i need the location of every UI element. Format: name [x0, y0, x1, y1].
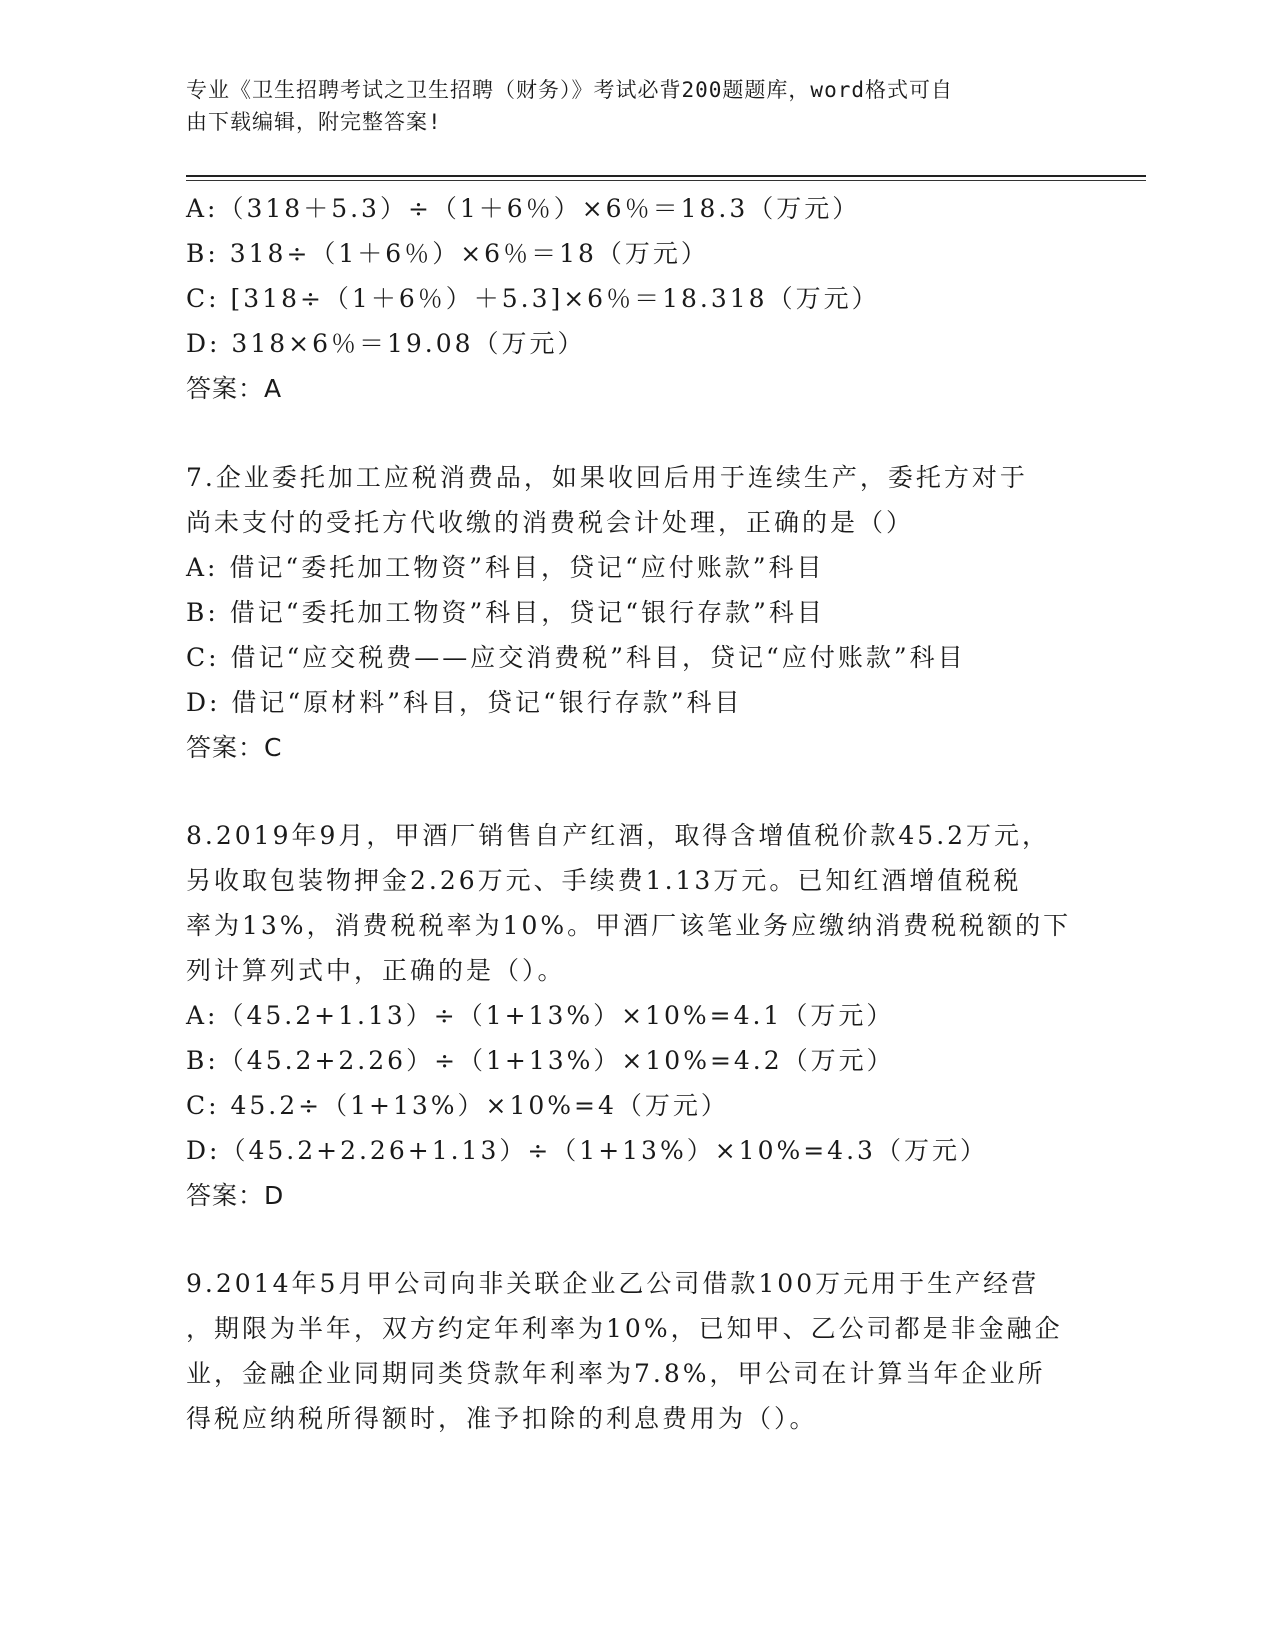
q7-option-c: C: 借记“应交税费——应交消费税”科目，贷记“应付账款”科目 — [186, 643, 966, 672]
document-header — [186, 74, 1086, 138]
q7-answer: 答案：C — [186, 733, 283, 762]
q6-option-a: A:（318＋5.3）÷（1＋6％）×6％＝18.3（万元） — [186, 194, 861, 223]
q7-option-b: B: 借记“委托加工物资”科目，贷记“银行存款”科目 — [186, 598, 825, 627]
q8-answer: 答案：D — [186, 1181, 285, 1210]
header-line-2: 由下载编辑，附完整答案! — [186, 110, 442, 134]
q7-stem-line-1: 7.企业委托加工应税消费品，如果收回后用于连续生产，委托方对于 — [186, 463, 1028, 492]
q8-option-b: B:（45.2+2.26）÷（1+13%）×10%=4.2（万元） — [186, 1046, 895, 1075]
q8-stem-line-4: 列计算列式中，正确的是（）。 — [186, 956, 566, 985]
header-line-1: 专业《卫生招聘考试之卫生招聘（财务）》考试必背200题题库，word格式可自 — [186, 78, 953, 102]
q8-option-c: C: 45.2÷（1+13%）×10%=4（万元） — [186, 1091, 729, 1120]
header-divider-thin — [186, 180, 1146, 181]
q9-stem-line-3: 业，金融企业同期同类贷款年利率为7.8%，甲公司在计算当年企业所 — [186, 1359, 1046, 1388]
q9-stem-line-1: 9.2014年5月甲公司向非关联企业乙公司借款100万元用于生产经营 — [186, 1269, 1040, 1298]
q7-stem-line-2: 尚未支付的受托方代收缴的消费税会计处理，正确的是（） — [186, 508, 915, 537]
q8-option-a: A:（45.2+1.13）÷（1+13%）×10%=4.1（万元） — [186, 1001, 895, 1030]
q6-option-b: B: 318÷（1＋6％）×6％＝18（万元） — [186, 239, 709, 268]
q8-stem-line-1: 8.2019年9月，甲酒厂销售自产红酒，取得含增值税价款45.2万元， — [186, 821, 1051, 850]
q6-option-d: D: 318×6％＝19.08（万元） — [186, 329, 586, 358]
q6-option-c: C: [318÷（1＋6％）＋5.3]×6％＝18.318（万元） — [186, 284, 880, 313]
header-divider-thick — [186, 175, 1146, 177]
q8-option-d: D:（45.2+2.26+1.13）÷（1+13%）×10%=4.3（万元） — [186, 1136, 988, 1165]
q7-option-a: A: 借记“委托加工物资”科目，贷记“应付账款”科目 — [186, 553, 825, 582]
q6-answer: 答案：A — [186, 374, 283, 403]
q7-option-d: D: 借记“原材料”科目，贷记“银行存款”科目 — [186, 688, 743, 717]
q8-stem-line-3: 率为13%，消费税税率为10%。甲酒厂该笔业务应缴纳消费税税额的下 — [186, 911, 1072, 940]
q8-stem-line-2: 另收取包装物押金2.26万元、手续费1.13万元。已知红酒增值税税 — [186, 866, 1022, 895]
q9-stem-line-2: ，期限为半年，双方约定年利率为10%，已知甲、乙公司都是非金融企 — [186, 1314, 1063, 1343]
q9-stem-line-4: 得税应纳税所得额时，准予扣除的利息费用为（）。 — [186, 1404, 818, 1433]
